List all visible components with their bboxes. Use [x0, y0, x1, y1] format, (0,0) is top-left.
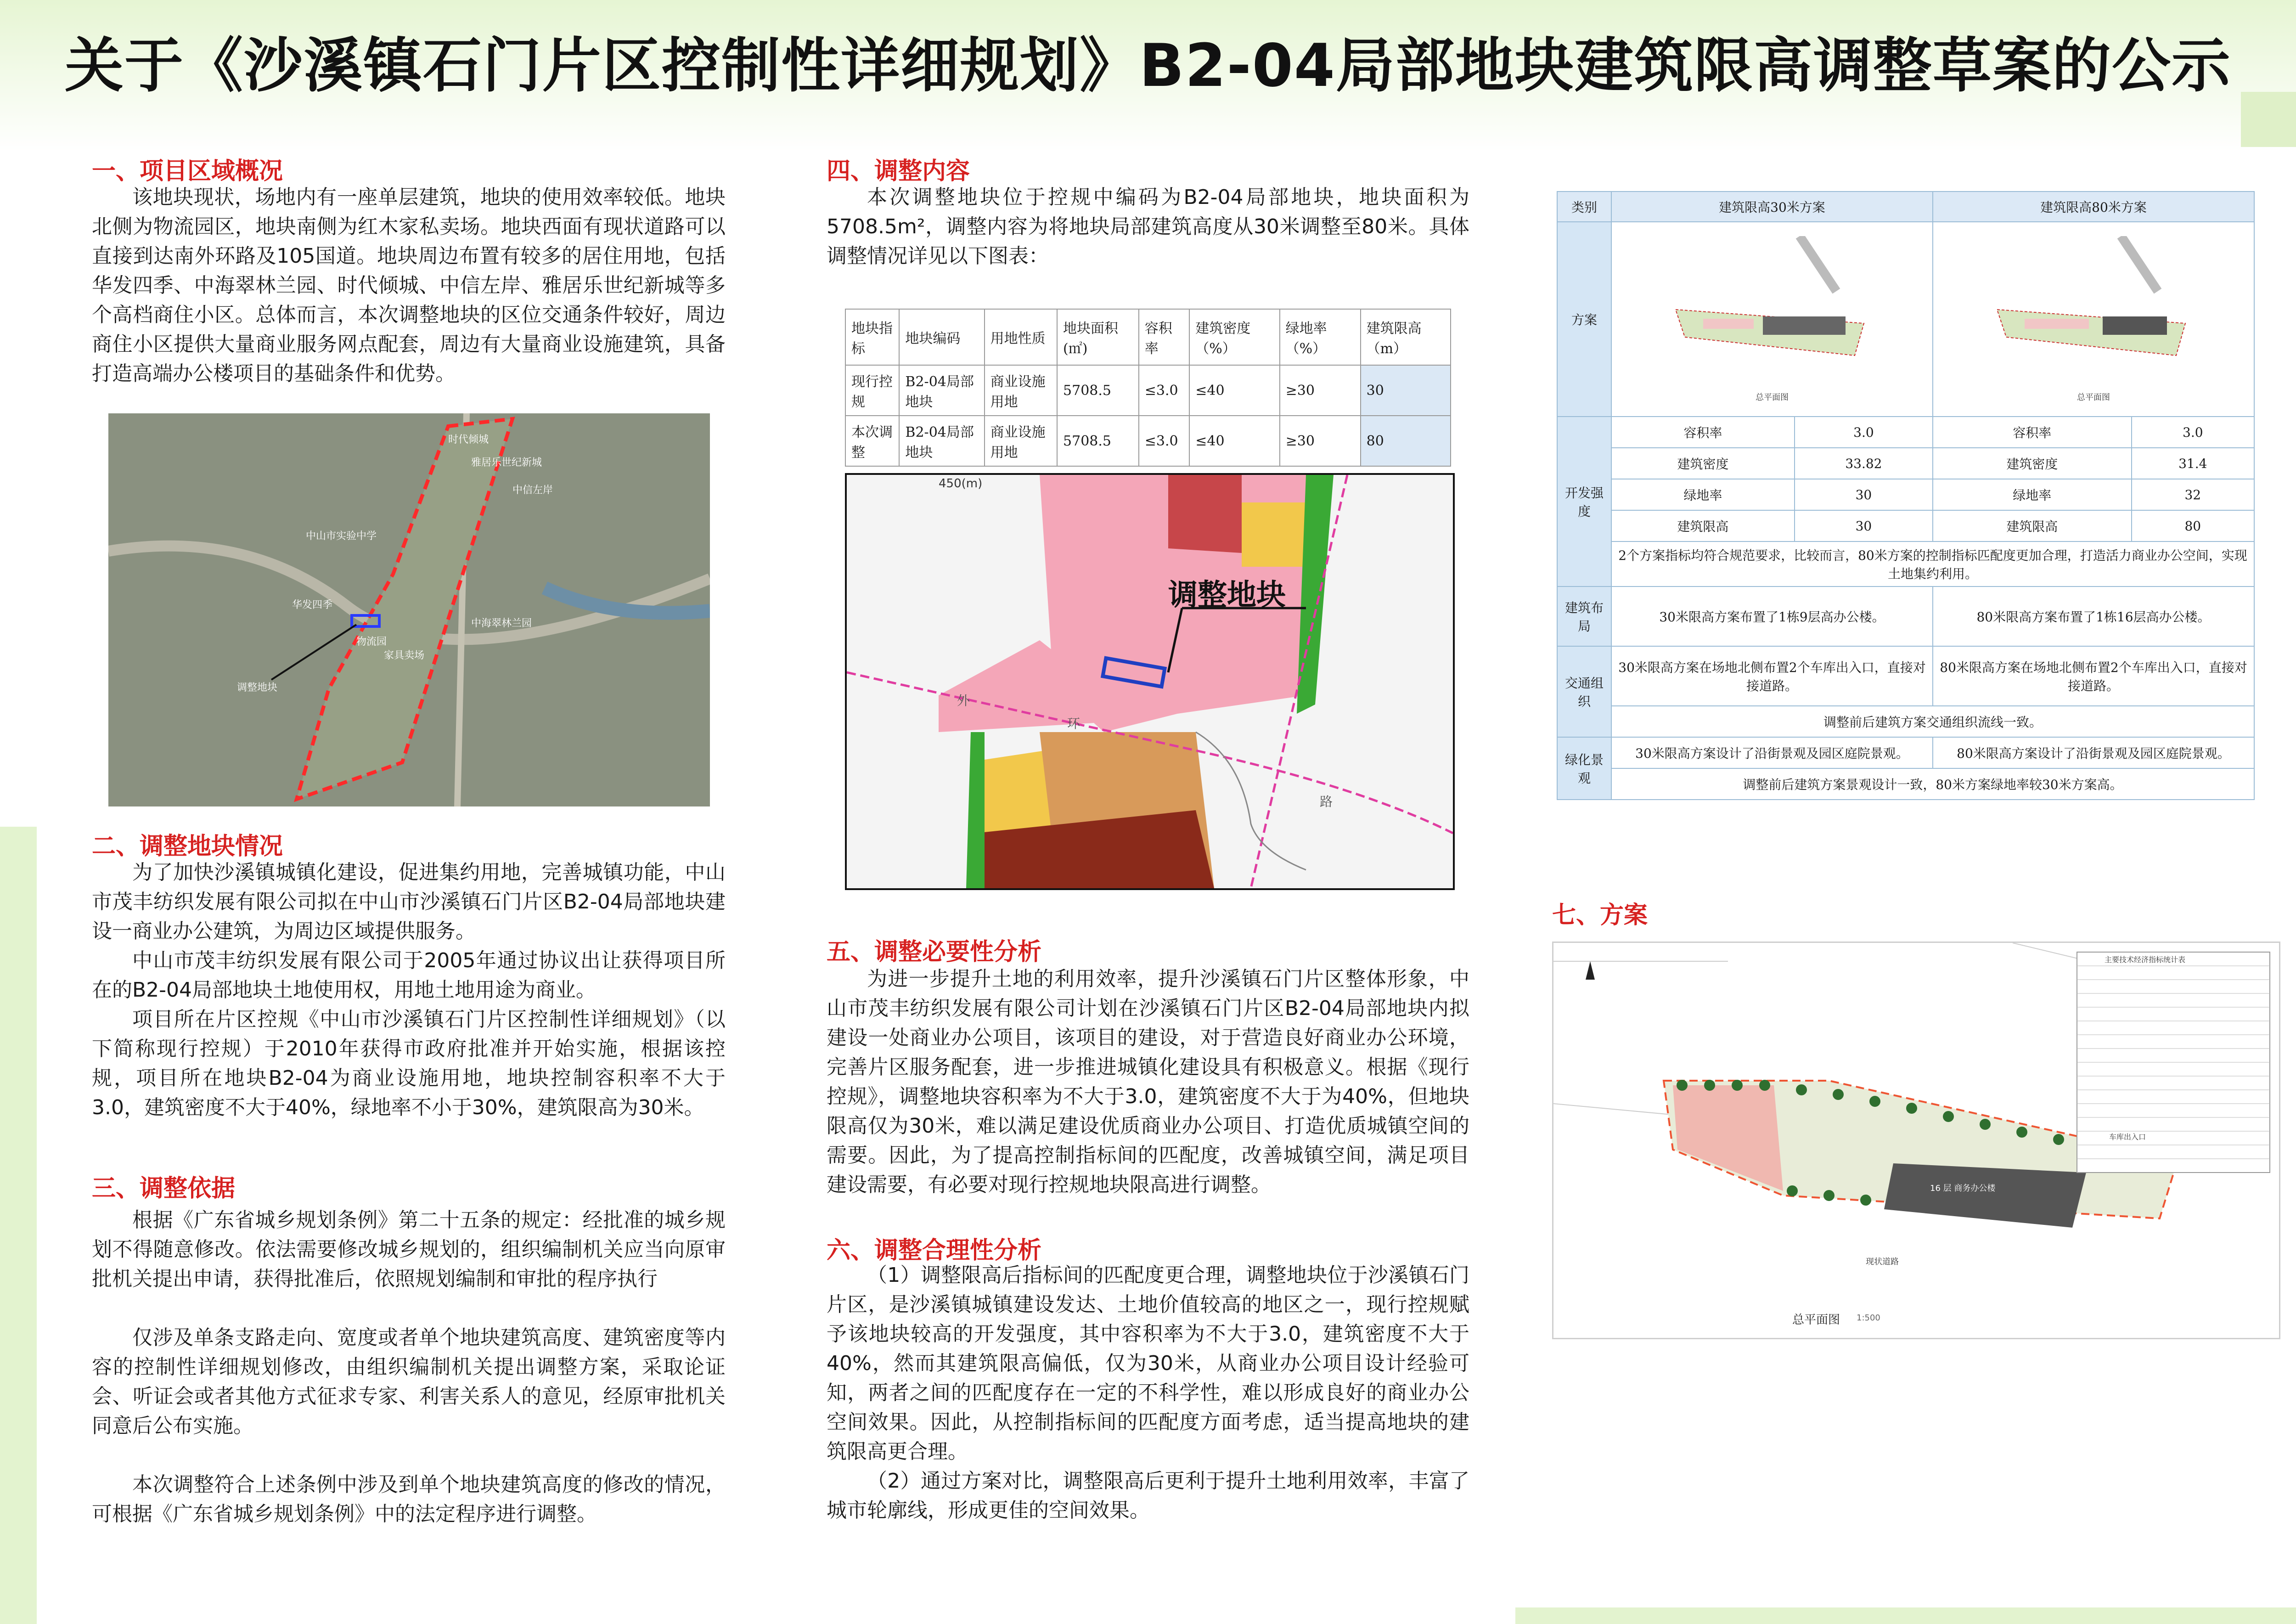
- table-header: 容积率: [1139, 309, 1190, 365]
- paragraph: 为进一步提升土地的利用效率，提升沙溪镇石门片区整体形象，中山市茂丰纺织发展有限公司计划在沙溪镇石门片区B2-04局部地块内拟建设一处商业办公项目，该项目的建设，对于营造良好商业办公环境，完善片区服务配套，进一步推进城镇化建设具有积极意义。根据《现行控规》，调整地块容积率为不大于3.0，建筑密度不大于为40%，但地块限高仅为30米，难以满足建设优质商业办公项目、打造优质城镇空间的需要。因此，为了提高控制指标间的匹配度，改善城镇空间，满足项目建设需要，有必要对现行控规地块限高进行调整。: [827, 967, 1469, 1196]
- table-cell: 商业设施用地: [985, 365, 1057, 416]
- page-title: 关于《沙溪镇石门片区控制性详细规划》B2-04局部地块建筑限高调整草案的公示: [65, 32, 2231, 100]
- table-cell: ≥30: [1280, 365, 1361, 416]
- table-cell: 5708.5: [1057, 416, 1139, 466]
- table-header: 类别: [1557, 192, 1611, 222]
- map-scale-label: 450(m): [939, 477, 983, 491]
- entrance-label: 车库出入口: [2109, 1133, 2146, 1141]
- photo-label: 家具卖场: [384, 650, 425, 661]
- section-7-heading: 七、方案: [1552, 902, 1648, 929]
- table-cell: ≤3.0: [1139, 365, 1190, 416]
- site-plan: [1552, 942, 2280, 1339]
- photo-label: 物流园: [356, 636, 387, 648]
- adjustment-table: [845, 309, 1451, 467]
- stats-table-title: 主要技术经济指标统计表: [2105, 955, 2186, 964]
- photo-label: 调整地块: [237, 682, 278, 694]
- photo-label: 时代倾城: [448, 434, 489, 445]
- photo-label: 中信左岸: [512, 485, 553, 496]
- table-header: 建筑限高（m）: [1361, 309, 1451, 365]
- section-5-heading: 五、调整必要性分析: [827, 938, 1042, 966]
- table-row: [1557, 222, 2254, 417]
- metric-value: 33.82: [1795, 448, 1933, 479]
- map-road-label: 外: [957, 693, 970, 708]
- green-a: 30米限高方案设计了沿街景观及园区庭院景观。: [1611, 737, 1933, 768]
- plan-30m-drawing: [1611, 222, 1933, 417]
- metric-value: 80: [2132, 510, 2254, 541]
- paragraph: 仅涉及单条支路走向、宽度或者单个地块建筑高度、建筑密度等内容的控制性详细规划修改，由组织编制机关提出调整方案，采取论证会、听证会或者其他方式征求专家、利害关系人的意见，经原审批机关同意后公布实施。: [92, 1326, 726, 1438]
- table-row: [1557, 417, 2254, 448]
- section-4-text: [827, 183, 1469, 271]
- table-row: [1557, 479, 2254, 510]
- table-row: [1557, 510, 2254, 541]
- metric-label: 建筑限高: [1611, 510, 1795, 541]
- paragraph: 中山市茂丰纺织发展有限公司于2005年通过协议出让获得项目所在的B2-04局部地块土地使用权，用地土地用途为商业。: [92, 949, 726, 1002]
- plan-80m-drawing: [1933, 222, 2254, 417]
- paragraph: 该地块现状，场地内有一座单层建筑，地块的使用效率较低。地块北侧为物流园区，地块南侧为红木家私卖场。地块西面有现状道路可以直接到达南外环路及105国道。地块周边布置有较多的居住用地，包括华发四季、中海翠林兰园、时代倾城、中信左岸、雅居乐世纪新城等多个高档商住小区。总体而言，本次调整地块的区位交通条件较好，周边商住小区提供大量商业服务网点配套，周边有大量商业设施建筑，具备打造高端办公楼项目的基础条件和优势。: [92, 186, 726, 385]
- metric-value: 3.0: [2132, 417, 2254, 448]
- plan-plaza: [2025, 319, 2089, 329]
- layout-a: 30米限高方案布置了1栋9层高办公楼。: [1611, 586, 1933, 646]
- table-cell: ≤3.0: [1139, 416, 1190, 466]
- photo-label: 华发四季: [292, 599, 333, 611]
- section-4-heading: 四、调整内容: [827, 158, 970, 185]
- metric-label: 绿地率: [1933, 479, 2132, 510]
- zoning-map-graphics: [847, 475, 1453, 888]
- paragraph: 项目所在片区控规《中山市沙溪镇石门片区控制性详细规划》（以下简称现行控规）于2010年获得市政府批准并开始实施，根据该控规，项目所在地块B2-04为商业设施用地，地块控制容积率不大于3.0，建筑密度不大于40%，绿地率不小于30%，建筑限高为30米。: [92, 1008, 726, 1119]
- road-note: 现状道路: [1866, 1257, 1899, 1267]
- map-site-label: 调整地块: [1168, 578, 1286, 612]
- layout-b: 80米限高方案布置了1栋16层高办公楼。: [1933, 586, 2254, 646]
- table-cell: ≥30: [1280, 416, 1361, 466]
- plan-building: [2103, 316, 2167, 335]
- paragraph: （1）调整限高后指标间的匹配度更合理，调整地块位于沙溪镇石门片区，是沙溪镇城镇建设发达、土地价值较高的地区之一，现行控规赋予该地块较高的开发强度，其中容积率为不大于3.0，建筑密度不大于40%，然而其建筑限高偏低，仅为30米，从商业办公项目设计经验可知，两者之间的匹配度存在一定的不科学性，难以形成良好的商业办公空间效果。因此，从控制指标间的匹配度方面考虑，适当提高地块的建筑限高更合理。: [827, 1263, 1469, 1463]
- paragraph: 本次调整地块位于控规中编码为B2-04局部地块，地块面积为5708.5m²，调整内容为将地块局部建筑高度从30米调整至80米。具体调整情况详见以下图表：: [827, 186, 1469, 268]
- table-cell: 80: [1361, 416, 1451, 466]
- green-note: 调整前后建筑方案景观设计一致，80米方案绿地率较30米方案高。: [1611, 768, 2254, 800]
- section-2-heading: 二、调整地块情况: [92, 833, 283, 860]
- metric-value: 32: [2132, 479, 2254, 510]
- zone-yellow: [1242, 502, 1306, 567]
- zone-dark-red: [1168, 475, 1242, 553]
- plan-80m-graphics: [1965, 236, 2222, 388]
- metric-value: 3.0: [1795, 417, 1933, 448]
- table-header: 地块指标: [845, 309, 899, 365]
- table-header-row: [1557, 192, 2254, 222]
- paragraph: 根据《广东省城乡规划条例》第二十五条的规定：经批准的城乡规划不得随意修改。依法需要修改城乡规划的，组织编制机关应当向原审批机关提出申请，获得批准后，依照规划编制和审批的程序执行: [92, 1208, 726, 1291]
- table-row: [1557, 646, 2254, 706]
- plan-30m-graphics: [1643, 236, 1901, 388]
- site-plan-graphics: [1553, 943, 2279, 1338]
- section-2-text: [92, 858, 726, 1122]
- metric-value: 30: [1795, 510, 1933, 541]
- aerial-photo-graphics: [108, 413, 710, 806]
- table-cell: 5708.5: [1057, 365, 1139, 416]
- section-3-heading: 三、调整依据: [92, 1175, 236, 1202]
- site-plan-scale: 1:500: [1857, 1313, 1880, 1323]
- traffic-b: 80米限高方案在场地北侧布置2个车库出入口，直接对接道路。: [1933, 646, 2254, 706]
- map-road-label: 路: [1320, 794, 1333, 809]
- table-row: [1557, 737, 2254, 768]
- table-header: 地块面积(㎡): [1057, 309, 1139, 365]
- comparison-table: [1557, 191, 2255, 800]
- plan-caption: 总平面图: [2077, 392, 2110, 402]
- metric-value: 31.4: [2132, 448, 2254, 479]
- table-cell: 本次调整: [845, 416, 899, 466]
- table-row: [1557, 541, 2254, 586]
- table-header: 绿地率（%）: [1280, 309, 1361, 365]
- row-label: 交通组织: [1557, 646, 1611, 737]
- table-row: [1557, 586, 2254, 646]
- map-road-label: 环: [1067, 716, 1080, 731]
- photo-label: 雅居乐世纪新城: [471, 457, 542, 468]
- table-cell: 商业设施用地: [985, 416, 1057, 466]
- table-cell: 30: [1361, 365, 1451, 416]
- aerial-location-photo: [108, 413, 710, 806]
- table-header: 用地性质: [985, 309, 1057, 365]
- paragraph: 为了加快沙溪镇城镇化建设，促进集约用地，完善城镇功能，中山市茂丰纺织发展有限公司拟在中山市沙溪镇石门片区B2-04局部地块建设一商业办公建筑，为周边区域提供服务。: [92, 861, 726, 943]
- section-1-heading: 一、项目区域概况: [92, 158, 283, 185]
- plan-caption: 总平面图: [1755, 392, 1789, 402]
- table-header: 建筑限高80米方案: [1933, 192, 2254, 222]
- table-row: [845, 365, 1451, 416]
- intensity-note: 2个方案指标均符合规范要求，比较而言，80米方案的控制指标匹配度更加合理，打造活力商业办公空间，实现土地集约利用。: [1611, 541, 2254, 586]
- traffic-note: 调整前后建筑方案交通组织流线一致。: [1611, 706, 2254, 737]
- section-1-text: [92, 183, 726, 389]
- table-cell: B2-04局部地块: [899, 365, 984, 416]
- decorative-stripe-bottom: [1515, 1607, 2296, 1624]
- metric-label: 容积率: [1933, 417, 2132, 448]
- photo-label: 中山市实验中学: [306, 530, 377, 542]
- section-6-heading: 六、调整合理性分析: [827, 1237, 1042, 1264]
- metric-label: 绿地率: [1611, 479, 1795, 510]
- row-label: 方案: [1557, 222, 1611, 417]
- row-label: 开发强度: [1557, 417, 1611, 586]
- paragraph: 本次调整符合上述条例中涉及到单个地块建筑高度的修改的情况，可根据《广东省城乡规划条例》中的法定程序进行调整。: [92, 1473, 726, 1526]
- traffic-a: 30米限高方案在场地北侧布置2个车库出入口，直接对接道路。: [1611, 646, 1933, 706]
- table-cell: ≤40: [1189, 365, 1279, 416]
- table-header-row: [845, 309, 1451, 365]
- row-label: 绿化景观: [1557, 737, 1611, 800]
- plan-building: [1763, 316, 1846, 335]
- metric-label: 容积率: [1611, 417, 1795, 448]
- site-plan-caption: 总平面图: [1792, 1313, 1840, 1327]
- table-header: 地块编码: [899, 309, 984, 365]
- table-row: [1557, 768, 2254, 800]
- row-label: 建筑布局: [1557, 586, 1611, 646]
- decorative-stripe-left: [0, 827, 37, 1624]
- section-3-text: [92, 1206, 726, 1529]
- paragraph: （2）通过方案对比，调整限高后更利于提升土地利用效率，丰富了城市轮廓线，形成更佳的空间效果。: [827, 1469, 1469, 1522]
- table-cell: ≤40: [1189, 416, 1279, 466]
- table-header: 建筑密度（%）: [1189, 309, 1279, 365]
- table-row: [1557, 448, 2254, 479]
- section-5-text: [827, 964, 1469, 1200]
- metric-label: 建筑密度: [1611, 448, 1795, 479]
- table-cell: B2-04局部地块: [899, 416, 984, 466]
- photo-label: 中海翠林兰园: [471, 618, 532, 629]
- metric-value: 30: [1795, 479, 1933, 510]
- metric-label: 建筑密度: [1933, 448, 2132, 479]
- plan-plaza: [1703, 319, 1754, 329]
- section-6-text: [827, 1261, 1469, 1525]
- table-header: 建筑限高30米方案: [1611, 192, 1933, 222]
- metric-label: 建筑限高: [1933, 510, 2132, 541]
- table-row: [845, 416, 1451, 466]
- table-cell: 现行控规: [845, 365, 899, 416]
- table-row: [1557, 706, 2254, 737]
- green-b: 80米限高方案设计了沿街景观及园区庭院景观。: [1933, 737, 2254, 768]
- building-label: 16 层 商务办公楼: [1930, 1184, 1996, 1193]
- zoning-map: [845, 473, 1455, 890]
